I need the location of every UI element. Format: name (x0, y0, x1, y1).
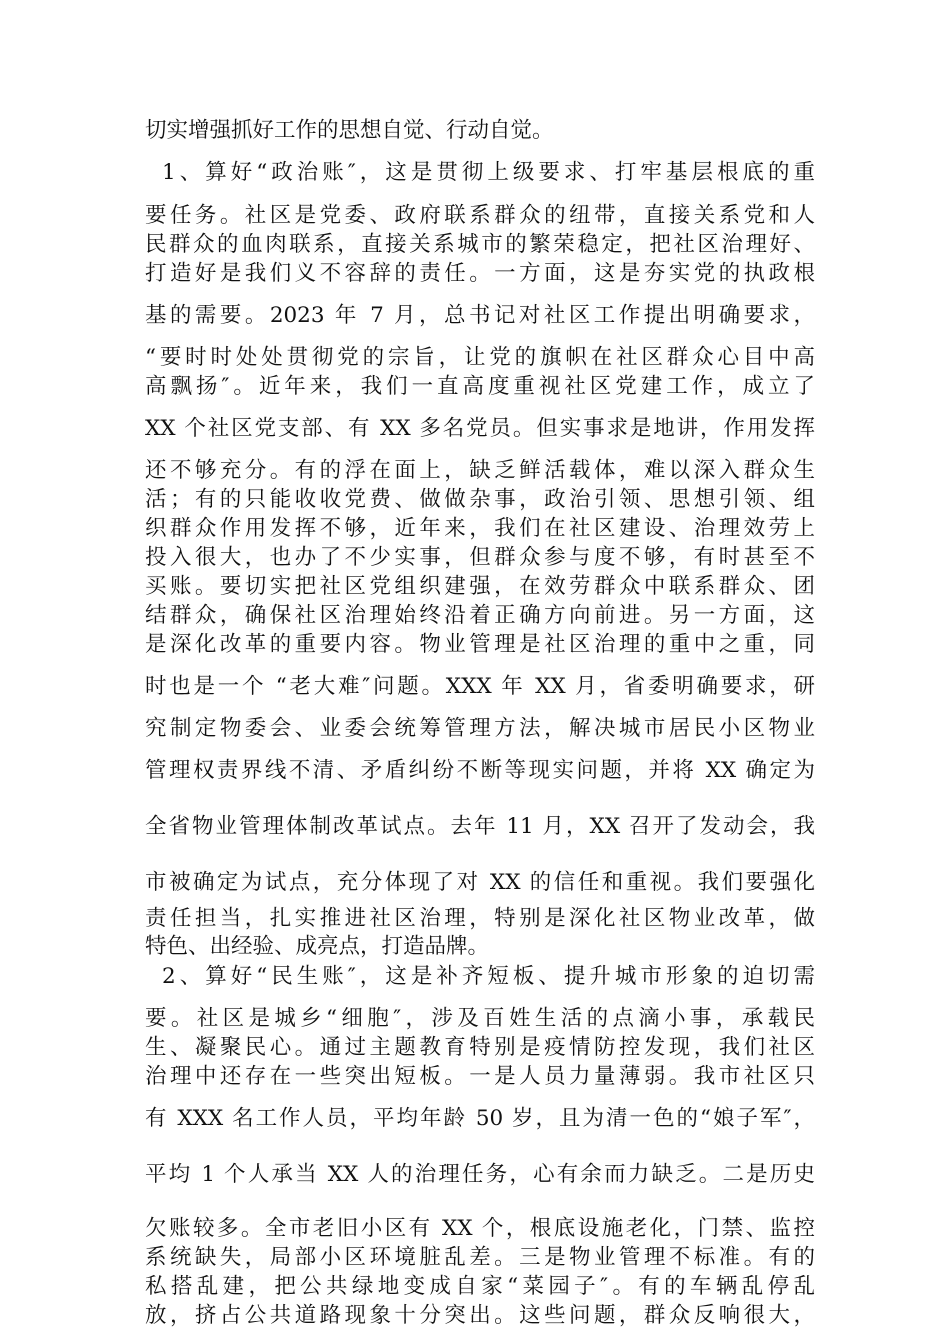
text-line: 管理权责界线不清、矛盾纠纷不断等现实问题，并将 XX 确定为 (145, 758, 815, 783)
text-line: 有 XXX 名工作人员，平均年龄 50 岁，且为清一色的“娘子军″， (145, 1106, 815, 1131)
text-line: 责任担当，扎实推进社区治理，特别是深化社区物业改革，做 (145, 906, 815, 931)
text-line: 2、算好“民生账″，这是补齐短板、提升城市形象的迫切需 (162, 964, 815, 989)
text-line: 要。社区是城乡“细胞″，涉及百姓生活的点滴小事，承载民 (145, 1006, 815, 1031)
text-line: 打造好是我们义不容辞的责任。一方面，这是夯实党的执政根 (145, 261, 815, 286)
text-line: 投入很大，也办了不少实事，但群众参与度不够，有时甚至不 (145, 545, 815, 570)
text-line: 平均 1 个人承当 XX 人的治理任务，心有余而力缺乏。二是历史 (145, 1162, 815, 1187)
text-line: 治理中还存在一些突出短板。一是人员力量薄弱。我市社区只 (145, 1064, 815, 1089)
text-line: 私搭乱建，把公共绿地变成自家“菜园子″。有的车辆乱停乱 (145, 1274, 815, 1299)
text-line: 是深化改革的重要内容。物业管理是社区治理的重中之重，同 (145, 632, 815, 657)
text-line: 市被确定为试点，充分体现了对 XX 的信任和重视。我们要强化 (145, 870, 815, 895)
text-line: 时也是一个 “老大难″问题。XXX 年 XX 月，省委明确要求，研 (145, 674, 815, 699)
text-line: 欠账较多。全市老旧小区有 XX 个，根底设施老化，门禁、监控 (145, 1216, 815, 1241)
text-line: XX 个社区党支部、有 XX 多名党员。但实事求是地讲，作用发挥 (145, 416, 815, 441)
text-line: 民群众的血肉联系，直接关系城市的繁荣稳定，把社区治理好、 (145, 232, 815, 257)
text-line: 织群众作用发挥不够，近年来，我们在社区建设、治理效劳上 (145, 516, 815, 541)
text-line: 全省物业管理体制改革试点。去年 11 月，XX 召开了发动会，我 (145, 814, 815, 839)
text-line: 高飘扬″。近年来，我们一直高度重视社区党建工作，成立了 (145, 374, 815, 399)
text-line: 买账。要切实把社区党组织建强，在效劳群众中联系群众、团 (145, 574, 815, 599)
text-line: 系统缺失，局部小区环境脏乱差。三是物业管理不标准。有的 (145, 1245, 815, 1270)
text-line: 还不够充分。有的浮在面上，缺乏鲜活载体，难以深入群众生 (145, 458, 815, 483)
text-line: 放，挤占公共道路现象十分突出。这些问题，群众反响很大， (145, 1303, 815, 1328)
text-line: 活；有的只能收收党费、做做杂事，政治引领、思想引领、组 (145, 487, 815, 512)
text-line: 切实增强抓好工作的思想自觉、行动自觉。 (145, 118, 554, 143)
text-line: 特色、出经验、成亮点，打造品牌。 (145, 934, 490, 959)
text-line: 生、凝聚民心。通过主题教育特别是疫情防控发现，我们社区 (145, 1035, 815, 1060)
text-line: 基的需要。2023 年 7 月，总书记对社区工作提出明确要求， (145, 303, 815, 328)
text-line: 1、算好“政治账″，这是贯彻上级要求、打牢基层根底的重 (162, 160, 815, 185)
text-line: 结群众，确保社区治理始终沿着正确方向前进。另一方面，这 (145, 603, 815, 628)
text-line: 究制定物委会、业委会统筹管理方法，解决城市居民小区物业 (145, 716, 815, 741)
text-line: “要时时处处贯彻党的宗旨，让党的旗帜在社区群众心目中高 (145, 345, 815, 370)
text-line: 要任务。社区是党委、政府联系群众的纽带，直接关系党和人 (145, 203, 815, 228)
